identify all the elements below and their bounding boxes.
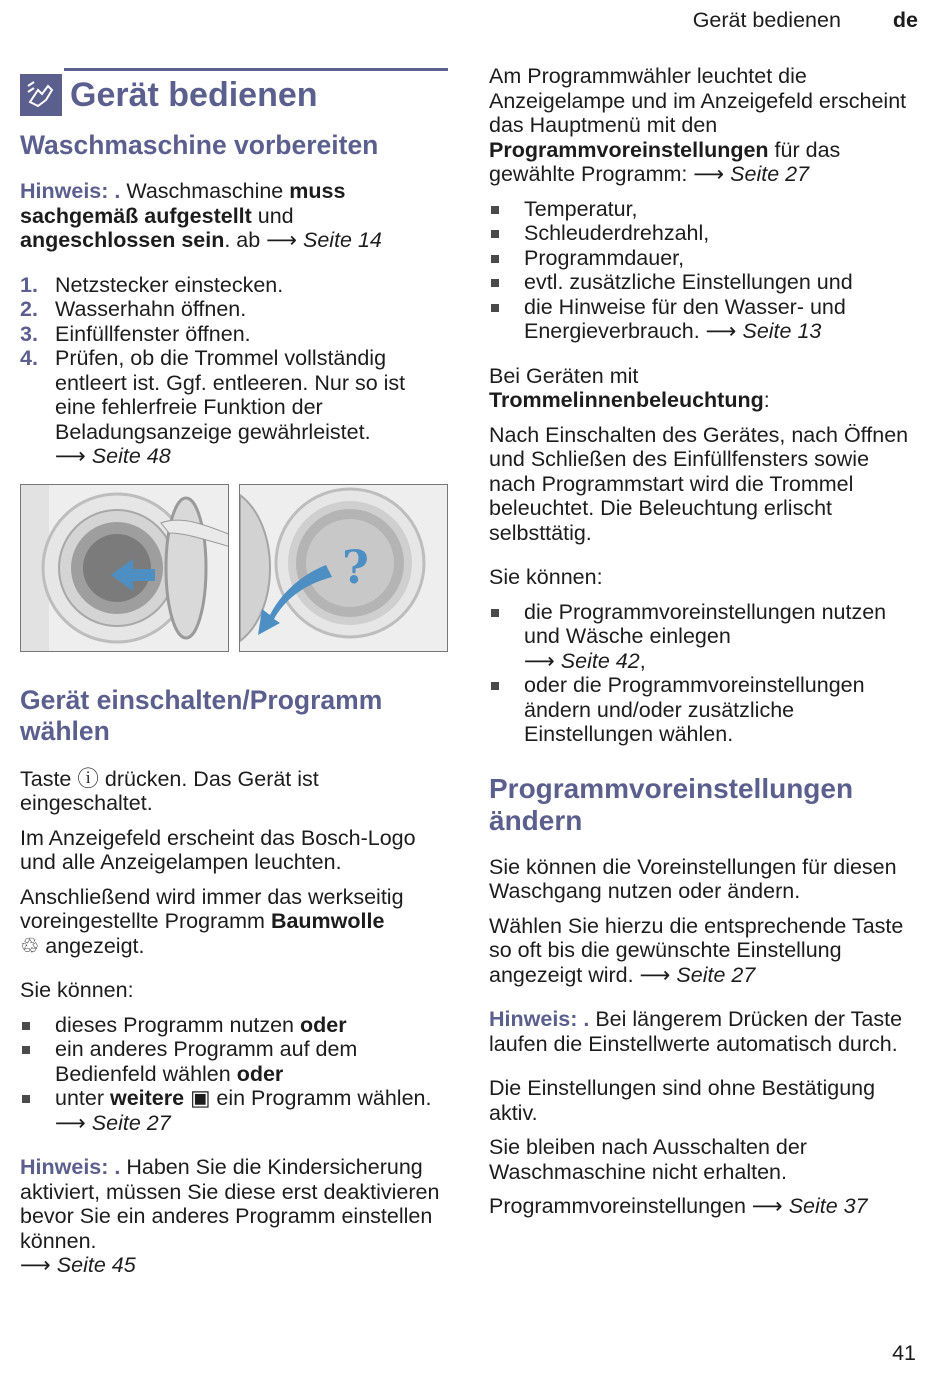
list-item: die Programmvoreinstellungen nutzen und Wäsche einlegen ⟶ Seite 42, (489, 600, 919, 674)
list-item: dieses Programm nutzen oder (20, 1013, 448, 1038)
title-bar (64, 68, 448, 116)
list-item: unter weitere ▣ ein Programm wählen. ⟶ Seite 27 (20, 1086, 448, 1135)
open-door-illustration (20, 484, 229, 652)
page-title: Gerät bedienen (20, 74, 448, 116)
page-ref-link[interactable]: Seite 48 (85, 444, 171, 468)
list-item: oder die Programmvoreinstellungen ändern und/oder zusätzliche Einstellungen wählen. (489, 673, 919, 747)
page-ref-link[interactable]: Seite 42 (554, 648, 640, 673)
paragraph: Nach Einschalten des Gerätes, nach Öffnen und Schließen des Einfüllfensters sowie nach Programmstart wird die Trommel beleuchtet. Die Beleuchtung erlischt selbsttätig. (489, 422, 909, 545)
paragraph: Sie bleiben nach Ausschalten der Waschmaschine nicht erhalten. (489, 1135, 807, 1184)
paragraph: Programmvoreinstellungen ⟶ Seite 37 (489, 1194, 868, 1218)
list-item: Temperatur, (489, 197, 919, 222)
page-ref-link[interactable]: Seite 14 (297, 228, 382, 252)
paragraph: Wählen Sie hierzu die entsprechende Taste so oft bis die gewünschte Einstellung angezeigt wird. ⟶ Seite 27 (489, 913, 904, 987)
page-ref-link[interactable]: Seite 27 (724, 162, 810, 186)
paragraph: Taste ⓘ drücken. Das Gerät ist eingeschaltet. (20, 766, 319, 815)
heading-prepare: Waschmaschine vorbereiten (20, 130, 379, 160)
note-child-lock: Hinweis: . Haben Sie die Kindersicherung aktiviert, müssen Sie diese erst deaktivieren bevor Sie ein anderes Programm einstellen können. ⟶ Seite 45 (20, 1155, 440, 1277)
option-list (20, 1013, 448, 1136)
list-item: die Hinweise für den Wasser- und Energieverbrauch. ⟶ Seite 13 (489, 295, 919, 344)
page-ref-link[interactable]: Seite 45 (50, 1253, 136, 1277)
page-number: 41 (892, 1340, 916, 1365)
paragraph: Anschließend wird immer das werkseitig voreingestellte Programm Baumwolle ♲ angezeigt. (20, 884, 404, 958)
cotton-program-icon: ♲ (20, 933, 40, 958)
empty-drum-illustration (239, 484, 448, 652)
list-item: evtl. zusätzliche Einstellungen und (489, 270, 919, 295)
note-long-press: Hinweis: . Bei längerem Drücken der Taste laufen die Einstellwerte automatisch durch. (489, 1007, 903, 1056)
option-list (489, 600, 919, 747)
list-item: ein anderes Programm auf dem Bedienfeld wählen oder (20, 1037, 448, 1086)
paragraph: Am Programmwähler leuchtet die Anzeigelampe und im Anzeigefeld erscheint das Hauptmenü mit den Programmvoreinstellungen für das gewählte Programm: ⟶ Seite 27 (489, 64, 907, 186)
step-item: 2. Wasserhahn öffnen. (20, 297, 247, 321)
page-ref-link[interactable]: Seite 27 (670, 962, 756, 987)
heading-change-settings: Programmvoreinstellungen ändern (489, 772, 854, 836)
left-column (20, 68, 448, 1278)
settings-list (489, 197, 919, 344)
paragraph: Bei Geräten mit Trommelinnenbeleuchtung: (489, 363, 770, 412)
step-item: 3. Einfüllfenster öffnen. (20, 321, 251, 346)
header-section: Gerät bedienen (692, 8, 841, 32)
question-mark: ? (342, 539, 369, 594)
header-language: de (892, 8, 918, 32)
illustration-row (20, 484, 448, 652)
more-programs-icon: ▣ (190, 1086, 211, 1110)
right-column (489, 64, 919, 1219)
power-icon: ⓘ (77, 766, 99, 791)
hand-operate-icon (20, 74, 62, 116)
heading-switch-on: Gerät einschalten/Programm wählen (20, 684, 383, 746)
paragraph: Die Einstellungen sind ohne Bestätigung aktiv. (489, 1076, 876, 1125)
paragraph: Im Anzeigefeld erscheint das Bosch-Logo und alle Anzeigelampen leuchten. (20, 825, 416, 874)
page-ref-link[interactable]: Seite 27 (85, 1110, 171, 1135)
step-item: 4. Prüfen, ob die Trommel vollständig entleert ist. Ggf. entleeren. Nur so ist eine fehlerfreie Funktion der Beladungsanzeige gewährleistet. ⟶ Seite 48 (20, 346, 406, 468)
paragraph: Sie können: (489, 565, 603, 589)
paragraph: Sie können: (20, 978, 134, 1002)
note-prepare: Hinweis: . Waschmaschine muss sachgemäß aufgestellt und angeschlossen sein. ab ⟶ Seite 14 (20, 179, 382, 252)
page-ref-link[interactable]: Seite 37 (782, 1194, 868, 1218)
paragraph: Sie können die Voreinstellungen für diesen Waschgang nutzen oder ändern. (489, 854, 897, 903)
list-item: Schleuderdrehzahl, (489, 221, 919, 246)
page-ref-link[interactable]: Seite 13 (736, 319, 822, 343)
page-header (693, 8, 918, 33)
prepare-steps (20, 273, 448, 469)
list-item: Programmdauer, (489, 246, 919, 271)
step-item: 1. Netzstecker einstecken. (20, 272, 284, 297)
